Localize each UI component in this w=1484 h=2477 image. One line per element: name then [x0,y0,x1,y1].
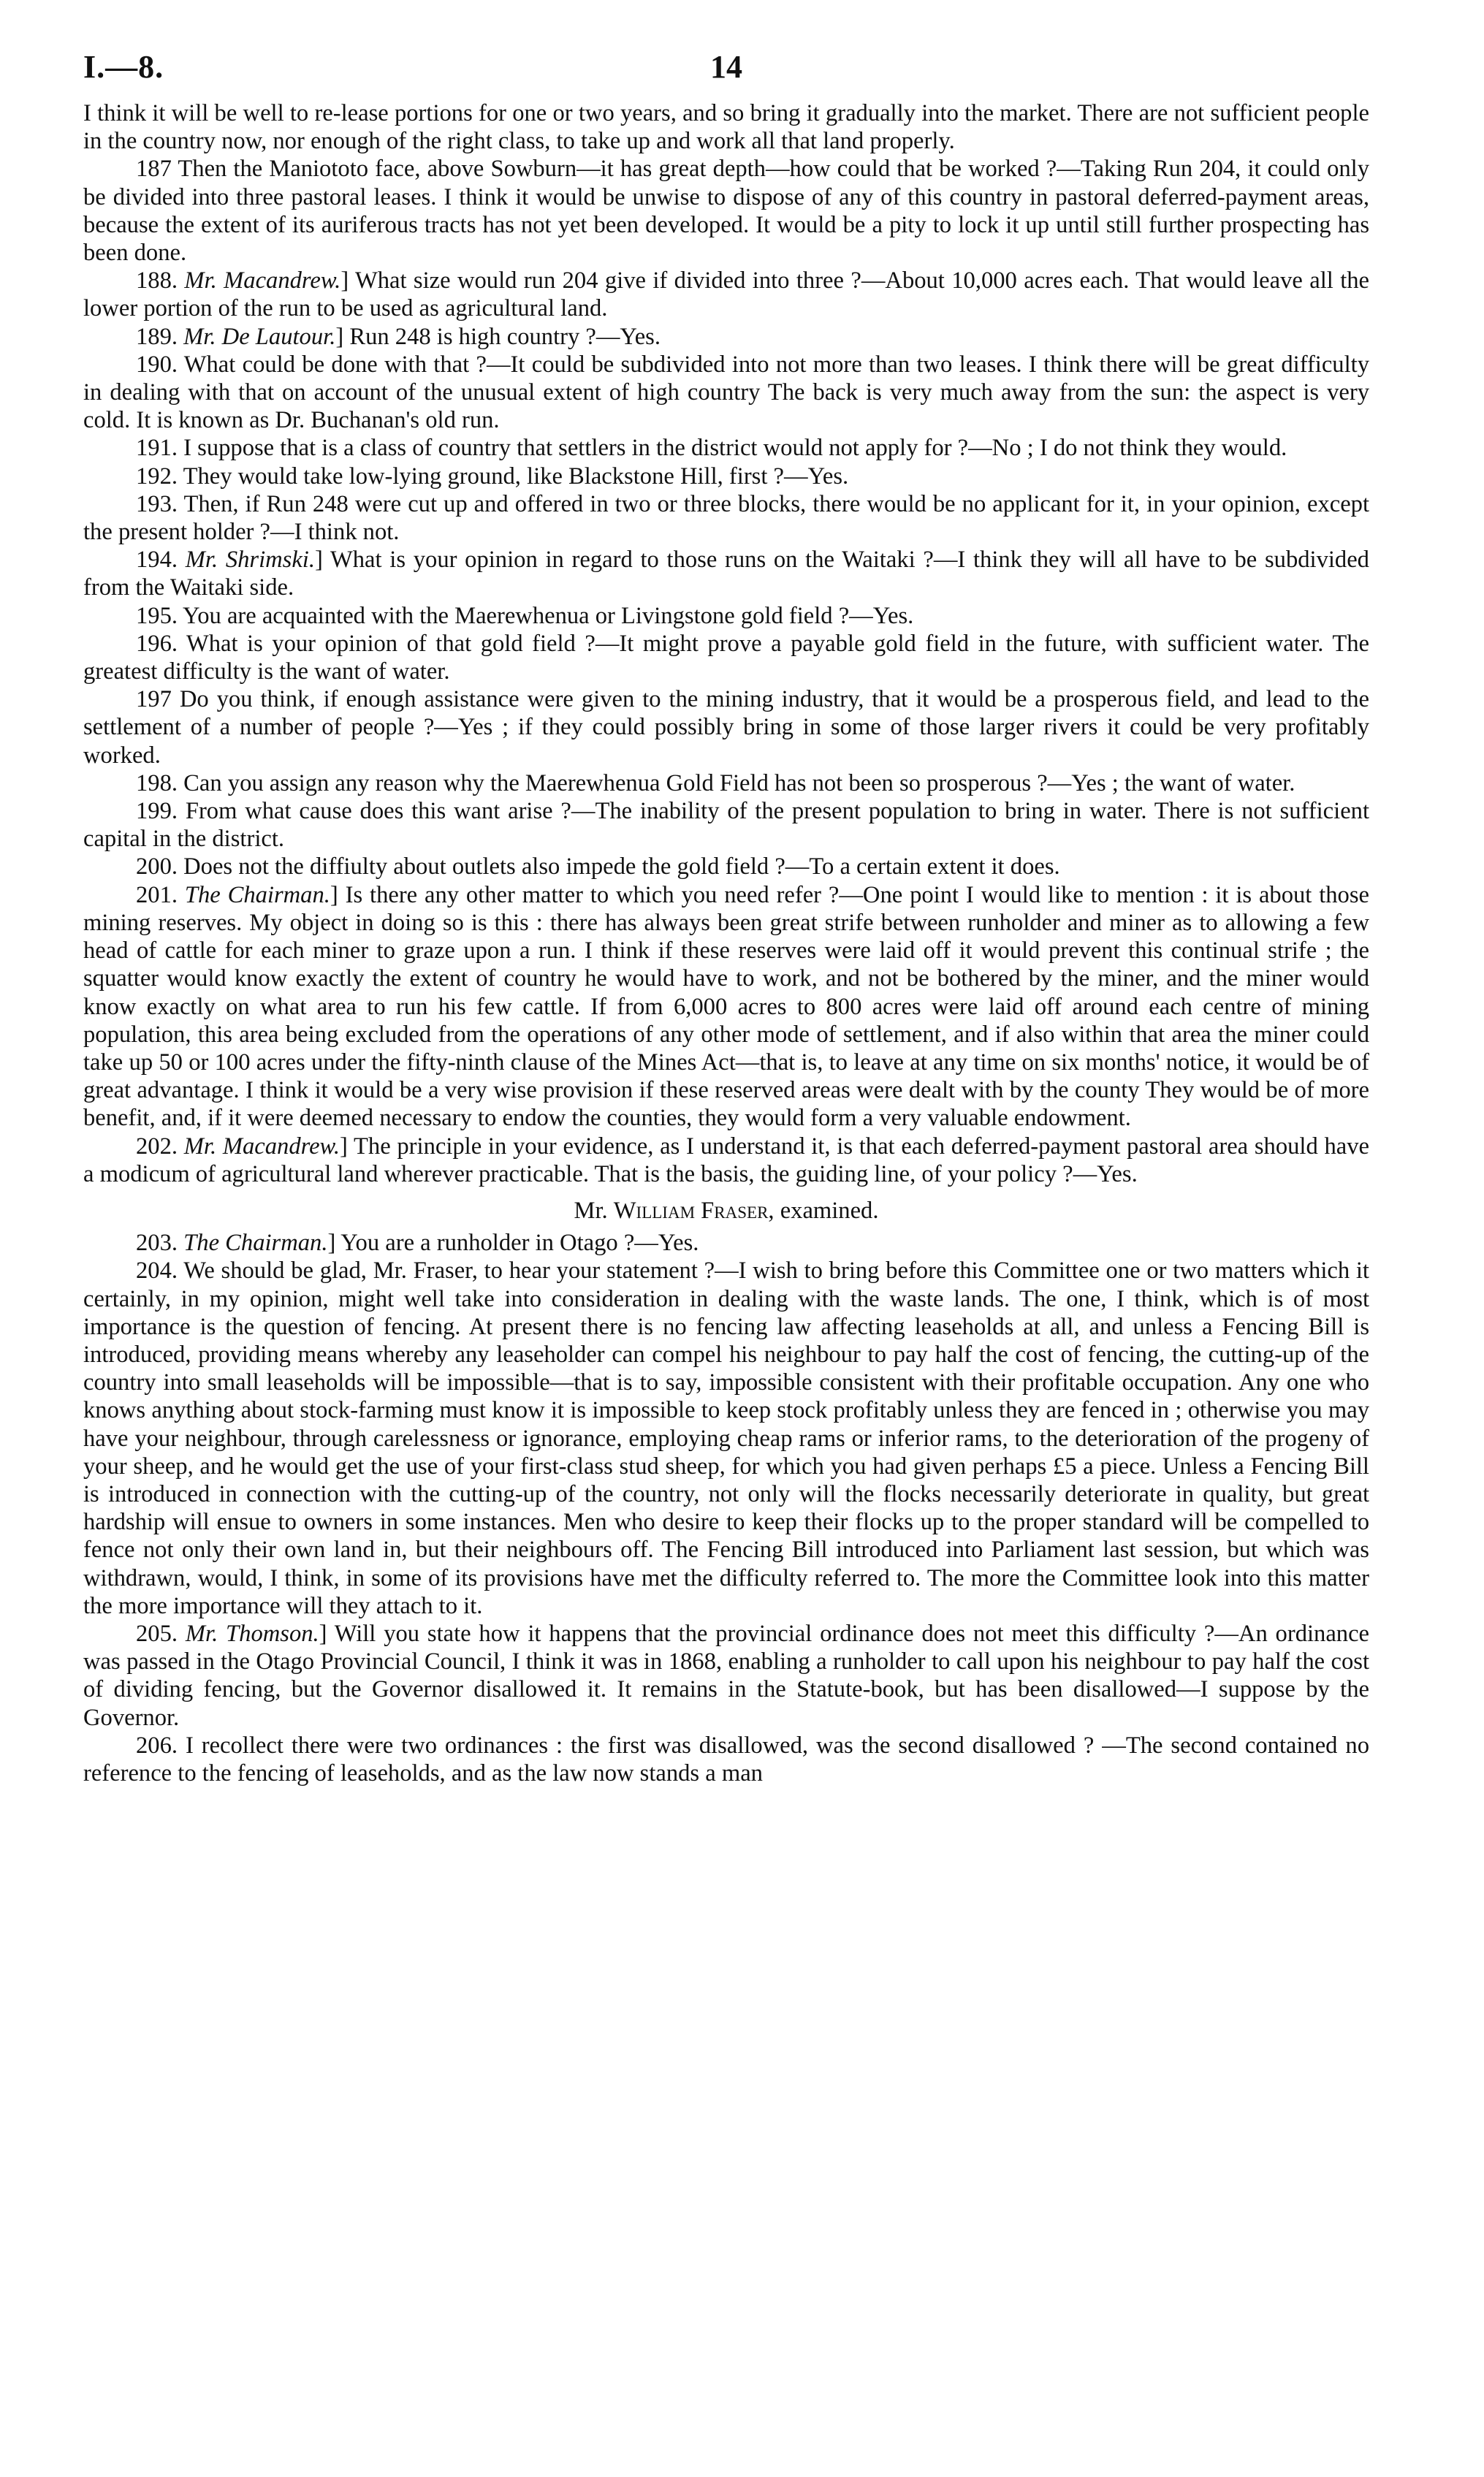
speaker-name: The Chairman. [184,881,330,908]
paragraph-text: From what cause does this want arise ?—The inability of the present population to bring in water. There is not sufficient capital in the district. [83,798,1369,853]
question-paragraph [83,1732,1369,1787]
paragraph-text: ] What is your opinion in regard to those runs on the Waitaki ?—I think they will all have to be subdivided from the Waitaki side. [83,547,1369,601]
question-number: 202. [136,1133,178,1160]
speaker-name: Mr. Shrimski. [185,547,315,574]
question-paragraph [83,490,1369,546]
paragraph-text: Then, if Run 248 were cut up and offered in two or three blocks, there would be no applicant for it, in your opinion, except the present holder ?—I think not. [83,490,1369,546]
question-paragraph [83,351,1369,435]
document-reference: I.—8. [83,49,164,85]
evidence-block-1 [83,99,1369,1188]
speaker-name: Mr. De Lautour. [183,323,336,350]
question-paragraph [83,769,1369,797]
question-number: 194. [136,547,178,574]
paragraph-text: I recollect there were two ordinances : the first was disallowed, was the second disallowed ? —The second contained no reference to the fencing of leaseholds, and as the law now stands a man [83,1732,1369,1787]
question-paragraph [83,1257,1369,1620]
question-number: 191. [136,435,178,462]
paragraph-text: What is your opinion of that gold field ?—It might prove a payable gold field in the future, with sufficient water. The greatest difficulty is the want of water. [83,630,1369,685]
question-paragraph [83,1620,1369,1732]
paragraph-text: Can you assign any reason why the Maerewhenua Gold Field has not been so prosperous ?—Yes ; the want of water. [178,769,1295,796]
question-paragraph [83,797,1369,853]
question-number: 197 [136,686,172,713]
question-number: 198. [136,769,178,796]
paragraph-text: You are acquainted with the Maerewhenua or Livingstone gold field ?—Yes. [178,602,914,629]
document-page [83,48,1369,1787]
speaker-name: Mr. Macandrew. [184,267,341,294]
paragraph-text: I think it will be well to re-lease portions for one or two years, and so bring it gradually into the market. There are not sufficient people in the country now, nor enough of the right class, to take up and work all that land properly. [83,100,1369,155]
page-header [83,48,1369,99]
question-number: 189. [136,323,178,350]
question-number: 192. [136,463,178,490]
question-paragraph [83,1229,1369,1257]
question-paragraph [83,434,1369,462]
paragraph-text: ] Will you state how it happens that the provincial ordinance does not meet this difficulty ?—An ordinance was passed in the Otago Provincial Council, I think it was in 1868, enabling a runholder to call upon his neighbour to pay half the cost of dividing fencing, but the Governor disallowed it. It remains in the Statute-book, but has been disallowed—I suppose by the Governor. [83,1620,1369,1731]
question-number: 204. [136,1257,178,1285]
question-number: 203. [136,1230,178,1257]
page-number: 14 [710,49,742,85]
paragraph-text: ] Is there any other matter to which you need refer ?—One point I would like to mention : it is about those mining reserves. My object in doing so is this : there has always been great strife between runholder and miner as to allowing a few head of cattle for each miner to graze upon a run. I think if these reserves were laid off it would prevent this continual strife ; the squatter would know exactly the extent of country he would have to work, and not be bothered by the miner, and the miner would know exactly on what area to run his few cattle. If from 6,000 acres to 800 acres were laid off around each centre of mining population, this area being excluded from the operations of any other mode of settlement, and if also within that area the miner could take up 50 or 100 acres under the fifty-ninth clause of the Mines Act—that is, to leave at any time on six months' notice, it would be of great advantage. I think it would be a very wise provision if these reserved areas were dealt with by the county They would be of more benefit, and, if it were deemed necessary to endow the counties, they would form a very valuable endowment. [83,881,1369,1132]
speaker-name: Mr. Thomson. [185,1620,319,1647]
paragraph-text: Then the Maniototo face, above Sowburn—it has great depth—how could that be worked ?—Taking Run 204, it could only be divided into three pastoral leases. I think it would be unwise to dispose of any of this country in pastoral deferred-payment areas, because the extent of its auriferous tracts has not yet been developed. It would be a pity to lock it up until still further prospecting has been done. [83,156,1369,267]
question-paragraph [83,881,1369,1133]
question-number: 187 [136,156,172,183]
question-paragraph [83,853,1369,880]
paragraph-text: ] Run 248 is high country ?—Yes. [335,323,661,350]
question-number: 199. [136,798,178,825]
paragraph-text: Does not the diffiulty about outlets also impede the gold field ?—To a certain extent it does. [178,853,1060,880]
paragraph-text: ] The principle in your evidence, as I understand it, is that each deferred-payment pastoral area should have a modicum of agricultural land wherever practicable. That is the basis, the guiding line, of your policy ?—Yes. [83,1133,1369,1187]
question-paragraph [83,323,1369,351]
witness-name: William Fraser [613,1197,769,1224]
question-number: 193. [136,490,178,517]
question-paragraph [83,685,1369,769]
witness-heading [83,1197,1369,1225]
question-number: 196. [136,630,178,657]
question-number: 205. [136,1620,178,1647]
question-paragraph [83,546,1369,601]
speaker-name: Mr. Macandrew. [183,1133,340,1160]
paragraph-text: ] What size would run 204 give if divided into three ?—About 10,000 acres each. That would leave all the lower portion of the run to be used as agricultural land. [83,267,1369,322]
paragraph-text: ] You are a runholder in Otago ?—Yes. [327,1230,699,1257]
witness-prefix: Mr. [574,1197,614,1224]
question-number: 188. [136,267,178,294]
question-number: 190. [136,351,178,378]
paragraph-text: Do you think, if enough assistance were given to the mining industry, that it would be a prosperous field, and lead to the settlement of a number of people ?—Yes ; if they could possibly bring in some of those larger rivers it could be very profitably worked. [83,686,1369,769]
body-text [83,99,1369,1787]
paragraph-text: They would take low-lying ground, like Blackstone Hill, first ?—Yes. [178,463,849,490]
question-paragraph [83,463,1369,490]
question-number: 201. [136,881,178,908]
question-paragraph [83,99,1369,155]
witness-suffix: , examined. [768,1197,879,1224]
speaker-name: The Chairman. [183,1230,328,1257]
question-number: 200. [136,853,178,880]
question-paragraph [83,267,1369,322]
question-paragraph [83,1133,1369,1188]
question-number: 195. [136,602,178,629]
paragraph-text: What could be done with that ?—It could be subdivided into not more than two leases. I think there will be great difficulty in dealing with that on account of the unusual extent of high country The back is very much away from the sun: the aspect is very cold. It is known as Dr. Buchanan's old run. [83,351,1369,434]
question-paragraph [83,602,1369,630]
paragraph-text: We should be glad, Mr. Fraser, to hear your statement ?—I wish to bring before this Committee one or two matters which it certainly, in my opinion, might well take into consideration in dealing with the waste lands. The one, I think, which is of most importance is the question of fencing. At present there is no fencing law affecting leaseholds at all, and unless a Fencing Bill is introduced, providing means whereby any leaseholder can compel his neighbour to pay half the cost of fencing, the cutting-up of the country into small leaseholds will be impossible—that is to say, impossible consistent with their profitable occupation. Any one who knows anything about stock-farming must know it is impossible to keep stock profitably unless they are fenced in ; otherwise you may have your neighbour, through carelessness or ignorance, employing cheap rams or inferior rams, to the deterioration of the progeny of your sheep, and he would get the use of your first-class stud sheep, for which you had given perhaps £5 a piece. Unless a Fencing Bill is introduced in connection with the cutting-up of the country, not only will the flocks necessarily deteriorate in quality, but great hardship will ensue to owners in some instances. Men who desire to keep their flocks up to the proper standard will be compelled to fence not only their own land in, but their neighbours off. The Fencing Bill introduced into Parliament last session, but which was withdrawn, would, I think, in some of its provisions have met the difficulty referred to. The more the Committee look into this matter the more importance will they attach to it. [83,1257,1369,1619]
question-paragraph [83,155,1369,267]
question-paragraph [83,630,1369,685]
paragraph-text: I suppose that is a class of country that settlers in the district would not apply for ?—No ; I do not think they would. [178,435,1287,462]
evidence-block-2 [83,1229,1369,1787]
question-number: 206. [136,1732,178,1759]
